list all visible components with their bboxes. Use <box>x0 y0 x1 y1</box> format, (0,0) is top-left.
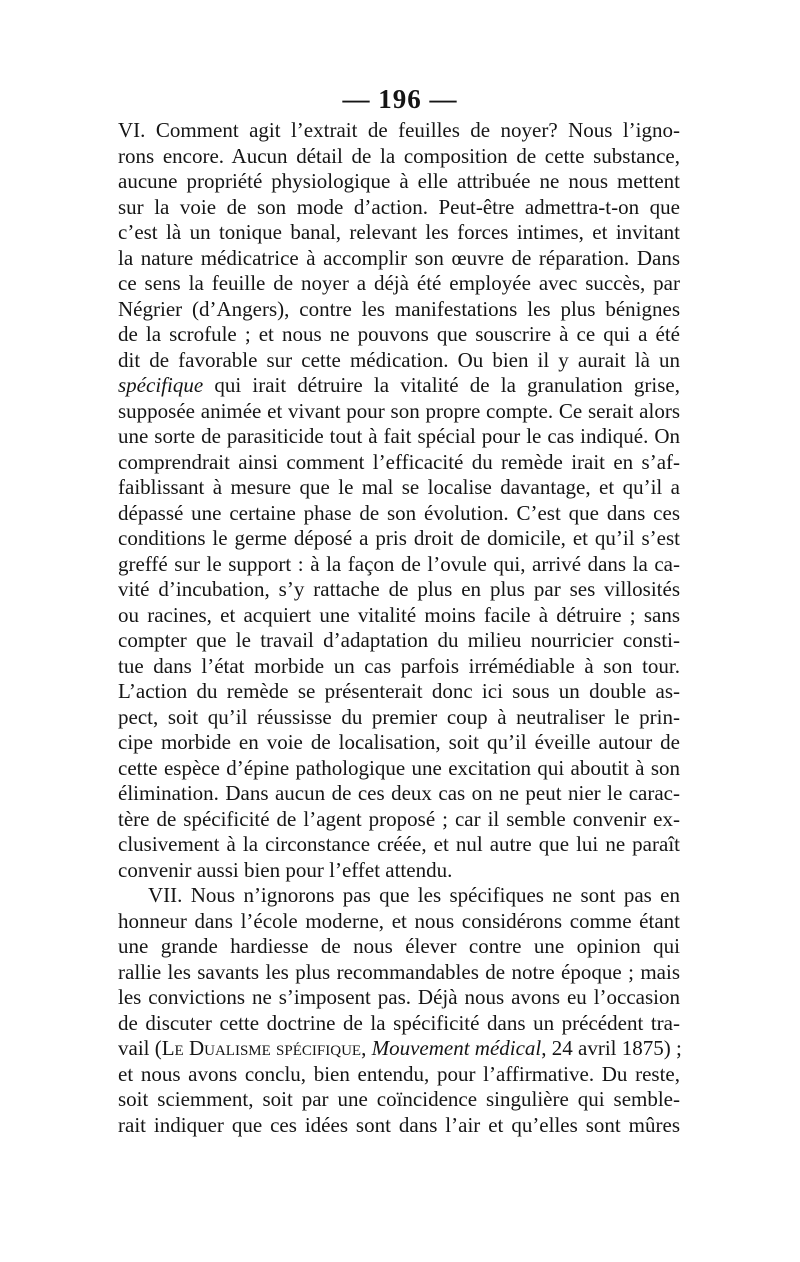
text-line: dit de favorable sur cette médication. Ou bien il y aurait là un <box>118 347 680 372</box>
citation-suffix: , 24 avril 1875) ; <box>541 1036 682 1060</box>
text-line: ce sens la feuille de noyer a déjà été employée avec succès, par <box>118 271 680 295</box>
citation-journal: Mouvement médical <box>371 1036 542 1060</box>
text-line: c’est là un tonique banal, relevant les forces intimes, et invitant <box>118 220 680 244</box>
text-line: de la scrofule ; et nous ne pouvons que souscrire à ce qui a été <box>118 322 680 346</box>
text-line: VI. Comment agit l’extrait de feuilles de noyer? Nous l’igno- <box>118 118 680 142</box>
text-line: VII. Nous n’ignorons pas que les spécifiques ne sont pas en <box>148 883 680 907</box>
text-line: greffé sur le support : à la façon de l’ovule qui, arrivé dans la ca- <box>118 551 680 576</box>
text-line: et nous avons conclu, bien entendu, pour l’affirmative. Du reste, <box>118 1061 680 1086</box>
text-line: faiblissant à mesure que le mal se localise davantage, et qu’il a <box>118 475 680 499</box>
text-line: cipe morbide en voie de localisation, soit qu’il éveille autour de <box>118 730 680 754</box>
citation-prefix: vail ( <box>118 1036 162 1060</box>
text-line: pect, soit qu’il réussisse du premier coup à neutraliser le prin- <box>118 704 680 729</box>
text-line: aucune propriété physiologique à elle attribuée ne nous mettent <box>118 169 680 193</box>
text-line: la nature médicatrice à accomplir son œuvre de réparation. Dans <box>118 245 680 270</box>
text-line: Négrier (d’Angers), contre les manifestations les plus bénignes <box>118 296 680 321</box>
text-line: compter que le travail d’adaptation du milieu nourricier consti- <box>118 628 680 652</box>
citation-title: Le Dualisme spécifique <box>161 1036 362 1060</box>
text-line: honneur dans l’école moderne, et nous considérons comme étant <box>118 908 680 933</box>
text-line: ou racines, et acquiert une vitalité moins facile à détruire ; sans <box>118 602 680 627</box>
text-line: comprendrait ainsi comment l’efficacité du remède irait en s’af- <box>118 449 680 474</box>
text-line: convenir aussi bien pour l’effet attendu. <box>118 857 453 882</box>
text-line: spécifique qui irait détruire la vitalité de la granulation grise, <box>118 373 680 397</box>
page-number: — 196 — <box>342 84 458 114</box>
citation-separator: , <box>361 1036 372 1060</box>
text-line: sur la voie de son mode d’action. Peut-être admettra-t-on que <box>118 194 680 219</box>
text-line: rallie les savants les plus recommandables de notre époque ; mais <box>118 959 680 984</box>
text-line: dépassé une certaine phase de son évolution. C’est que dans ces <box>118 500 680 525</box>
text-line: supposée animée et vivant pour son propre compte. Ce serait alors <box>118 398 680 423</box>
text-line: vité d’incubation, s’y rattache de plus en plus par ses villosités <box>118 577 680 601</box>
text-line: tue dans l’état morbide un cas parfois irrémédiable à son tour. <box>118 653 680 678</box>
citation-line <box>118 1036 680 1062</box>
text-line: cette espèce d’épine pathologique une excitation qui aboutit à son <box>118 755 680 780</box>
text-line: élimination. Dans aucun de ces deux cas on ne peut nier le carac- <box>118 781 680 805</box>
text-line: de discuter cette doctrine de la spécificité dans un précédent tra- <box>118 1010 680 1035</box>
text-line: L’action du remède se présenterait donc ici sous un double as- <box>118 679 680 703</box>
text-line: une grande hardiesse de nous élever contre une opinion qui <box>118 934 680 958</box>
text-line: clusivement à la circonstance créée, et nul autre que lui ne paraît <box>118 832 680 856</box>
text-line: tère de spécificité de l’agent proposé ; car il semble convenir ex- <box>118 806 680 831</box>
italic-word: spécifique <box>118 373 204 397</box>
text-line: conditions le germe déposé a pris droit de domicile, et qu’il s’est <box>118 526 680 550</box>
text-line: rait indiquer que ces idées sont dans l’air et qu’elles sont mûres <box>118 1112 680 1137</box>
text-line: les convictions ne s’imposent pas. Déjà nous avons eu l’occasion <box>118 985 680 1009</box>
text-line: soit sciemment, soit par une coïncidence singulière qui semble- <box>118 1087 680 1111</box>
body-text <box>118 118 680 1138</box>
text-line: une sorte de parasiticide tout à fait spécial pour le cas indiqué. On <box>118 424 680 448</box>
text-line: rons encore. Aucun détail de la composition de cette substance, <box>118 143 680 168</box>
